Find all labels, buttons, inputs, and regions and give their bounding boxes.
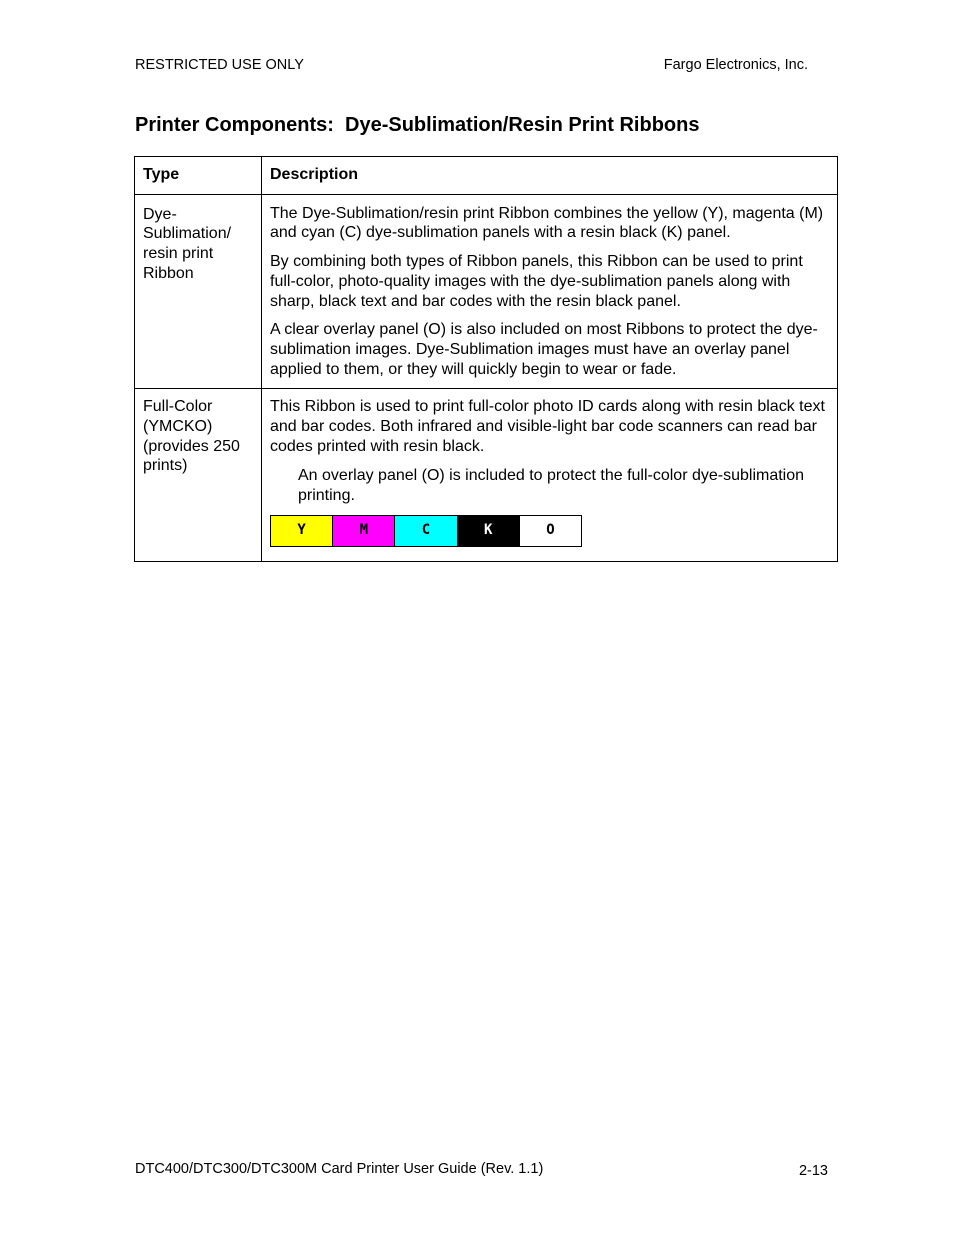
description-paragraph: The Dye-Sublimation/resin print Ribbon combines the yellow (Y), magenta (M) and cyan (C) dye-sublimation panels with a resin black (K) panel. <box>270 204 824 242</box>
running-footer-left: DTC400/DTC300/DTC300M Card Printer User Guide (Rev. 1.1) <box>135 1161 544 1177</box>
ribbon-panel-m: M <box>333 516 395 546</box>
table-row <box>135 194 838 389</box>
type-cell: Full-Color (YMCKO) (provides 250 prints) <box>135 389 262 562</box>
section-title: Printer Components: Dye-Sublimation/Resin Print Ribbons <box>135 114 700 136</box>
running-header-right: Fargo Electronics, Inc. <box>663 57 808 73</box>
description-cell <box>262 389 838 562</box>
description-paragraph: An overlay panel (O) is included to protect the full-color dye-sublimation printing. <box>298 467 805 505</box>
description-cell <box>262 194 838 389</box>
ribbon-panel-o: O <box>520 516 581 546</box>
type-cell: Dye-Sublimation/ resin print Ribbon <box>135 194 262 389</box>
description-paragraph: A clear overlay panel (O) is also included on most Ribbons to protect the dye-sublimation images. Dye-Sublimation images must have an overlay panel applied to them, or they will quickly begin to wear or fade. <box>270 321 818 378</box>
column-header-type: Type <box>135 157 262 195</box>
table-header-row <box>135 157 838 195</box>
description-paragraph: By combining both types of Ribbon panels, this Ribbon can be used to print full-color, photo-quality images with the dye-sublimation panels along with sharp, black text and bar codes with the resin black panel. <box>270 253 803 310</box>
ribbon-panel-diagram <box>270 515 582 547</box>
ribbon-panel-k: K <box>458 516 520 546</box>
table-row <box>135 389 838 562</box>
ribbon-panel-c: C <box>395 516 457 546</box>
ribbon-panel-y: Y <box>271 516 333 546</box>
components-table <box>134 156 838 562</box>
column-header-description: Description <box>262 157 838 195</box>
page-number: 2-13 <box>798 1163 828 1179</box>
description-paragraph: This Ribbon is used to print full-color photo ID cards along with resin black text and bar codes. Both infrared and visible-light bar code scanners can read bar codes printed with resin black. <box>270 398 825 455</box>
running-header-left: RESTRICTED USE ONLY <box>135 57 304 73</box>
